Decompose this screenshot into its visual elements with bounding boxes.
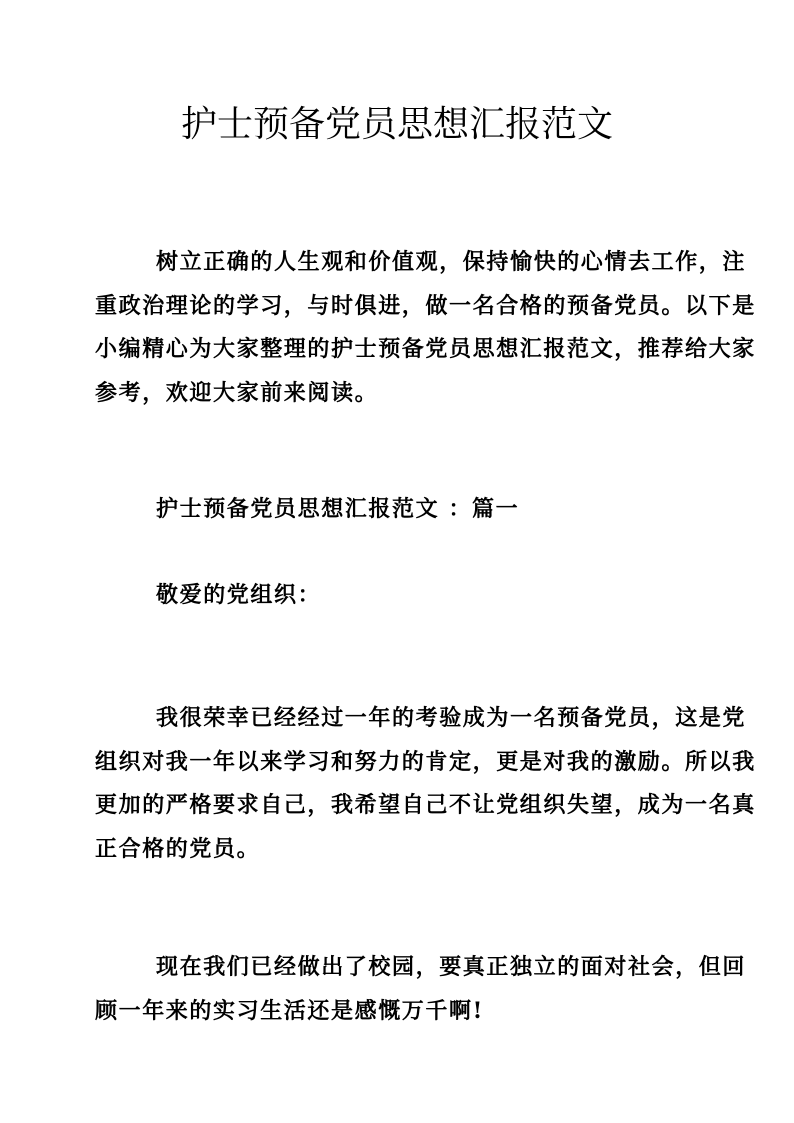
section-heading-text: 护士预备党员思想汇报范文 ：篇一 [156,496,520,522]
text-line: 参考，欢迎大家前来阅读。 [95,380,379,407]
text-line: 我很荣幸已经经过一年的考验成为一名预备党员，这是党 [156,705,747,731]
text-line: 小编精心为大家整理的护士预备党员思想汇报范文，推荐给大家 [95,336,756,363]
text-line: 重政治理论的学习，与时俱进，做一名合格的预备党员。以下是 [95,292,756,319]
salutation-text: 敬爱的党组织： [156,582,322,608]
document-title: 护士预备党员思想汇报范文 [180,104,613,145]
text-line: 树立正确的人生观和价值观，保持愉快的心情去工作，注 [156,249,747,275]
text-line: 现在我们已经做出了校园，要真正独立的面对社会，但回 [156,954,747,980]
text-line: 更加的严格要求自己，我希望自己不让党组织失望，成为一名真 [95,792,756,819]
text-line: 组织对我一年以来学习和努力的肯定，更是对我的激励。所以我 [95,748,756,775]
intro-paragraph [95,241,756,416]
body-paragraph-1 [95,697,756,872]
section-heading [95,488,701,532]
body-paragraph-2 [95,946,747,1033]
text-line: 正合格的党员。 [95,836,261,863]
text-line: 顾一年来的实习生活还是感慨万千啊! [95,997,484,1024]
salutation [95,574,701,618]
